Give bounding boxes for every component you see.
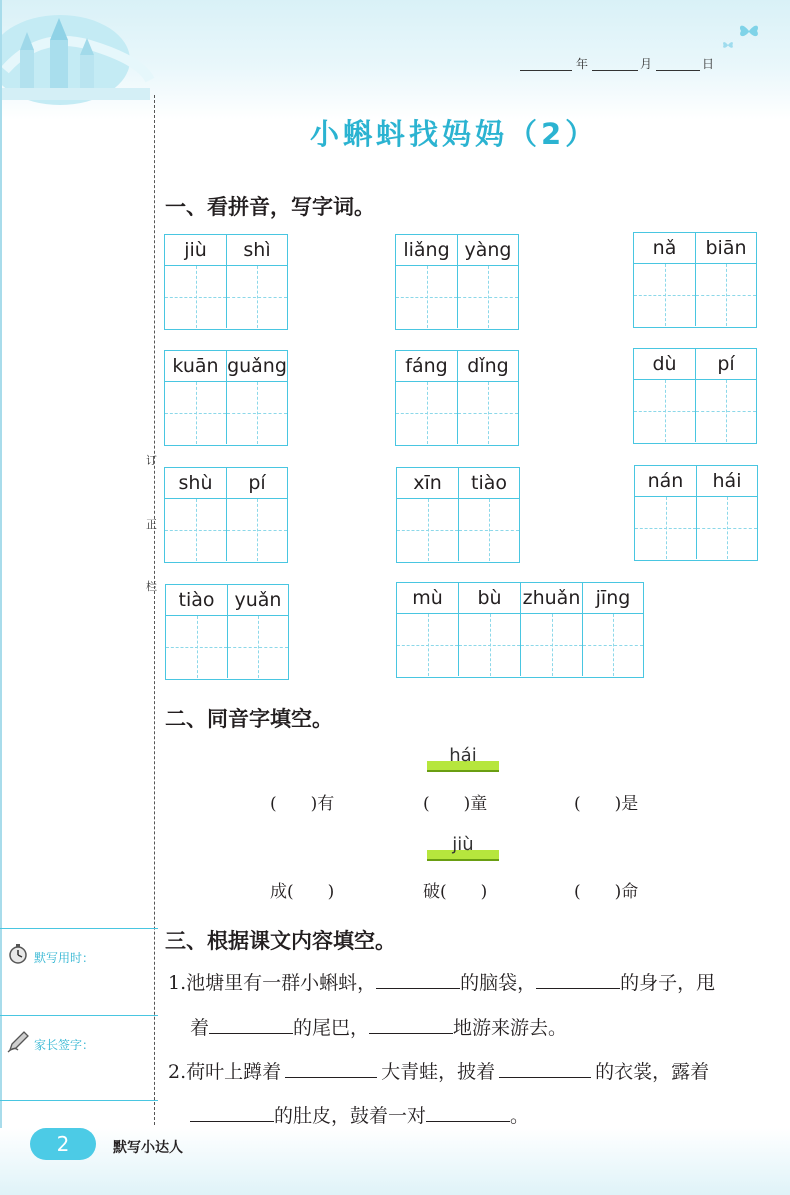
answer-blank[interactable] [190, 1104, 274, 1122]
char-cell [397, 583, 459, 676]
butterfly-icon [738, 22, 760, 40]
char-cell [396, 351, 458, 444]
castle-illustration [0, 0, 160, 110]
question-2-line-1 [168, 1057, 709, 1084]
writing-box[interactable] [396, 266, 457, 328]
day-label: 日 [702, 57, 715, 71]
binding-label: 订 [146, 454, 157, 467]
sidebar-divider [0, 928, 158, 929]
char-cell [583, 583, 643, 676]
homophone-blank[interactable]: ( )有 [270, 794, 335, 814]
month-blank[interactable] [592, 70, 638, 71]
page-number: 2 [30, 1128, 96, 1160]
month-label: 月 [640, 57, 653, 71]
sidebar-divider [0, 1015, 158, 1016]
pinyin-label: pí [227, 468, 287, 499]
pinyin-group [396, 582, 644, 678]
char-cell [228, 585, 288, 678]
pinyin-label: tiào [166, 585, 227, 616]
answer-blank[interactable] [536, 971, 620, 989]
answer-blank[interactable] [499, 1060, 591, 1078]
pinyin-label: shì [227, 235, 287, 266]
char-cell [635, 466, 697, 559]
time-label: 默写用时： [34, 951, 95, 965]
pinyin-label: kuān [165, 351, 226, 382]
pinyin-label: nǎ [634, 233, 695, 264]
sidebar-divider [0, 1100, 158, 1101]
char-cell [458, 351, 518, 444]
section2-heading: 二、同音字填空。 [165, 707, 333, 731]
writing-box[interactable] [458, 266, 518, 328]
pinyin-label: mù [397, 583, 458, 614]
homophone-blank[interactable]: 破( ) [423, 882, 488, 902]
binding-label: 正 [146, 518, 157, 531]
writing-box[interactable] [166, 616, 227, 678]
writing-box[interactable] [165, 266, 226, 328]
answer-blank[interactable] [209, 1016, 293, 1034]
question-text: 地游来游去。 [453, 1017, 568, 1039]
homophone-pinyin [427, 834, 499, 855]
writing-box[interactable] [521, 614, 582, 676]
question-1-line-2 [190, 1013, 567, 1040]
homophone-blank[interactable]: ( )童 [423, 794, 488, 814]
question-1-line-1 [168, 968, 715, 995]
char-cell [697, 466, 757, 559]
stopwatch-icon [6, 942, 30, 966]
pinyin-label: xīn [397, 468, 458, 499]
question-text: 着 [190, 1017, 210, 1039]
char-cell [521, 583, 583, 676]
pinyin-label: tiào [459, 468, 519, 499]
pinyin-label: pí [696, 349, 756, 380]
butterfly-icon [722, 40, 734, 50]
char-cell [696, 349, 756, 442]
question-text: 的肚皮，鼓着一对 [274, 1105, 427, 1127]
writing-box[interactable] [583, 614, 643, 676]
question-text: 的尾巴， [293, 1017, 370, 1039]
char-cell [459, 583, 521, 676]
pinyin-label: biān [696, 233, 756, 264]
pinyin-label: dǐng [458, 351, 518, 382]
pinyin-group [395, 234, 519, 330]
writing-box[interactable] [634, 264, 695, 326]
homophone-blank[interactable]: ( )命 [574, 882, 639, 902]
pinyin-group [165, 584, 289, 680]
char-cell [166, 585, 228, 678]
char-cell [227, 235, 287, 328]
pinyin-label: liǎng [396, 235, 457, 266]
writing-box[interactable] [696, 264, 756, 326]
writing-box[interactable] [458, 382, 518, 444]
question-number: 2. [168, 1061, 187, 1083]
writing-box[interactable] [227, 382, 287, 444]
pinyin-label: zhuǎn [521, 583, 582, 614]
question-2-line-2 [190, 1101, 529, 1128]
pinyin-group [164, 350, 288, 446]
char-cell [696, 233, 756, 326]
section3-heading: 三、根据课文内容填空。 [165, 929, 396, 953]
binding-label: 栏 [146, 580, 157, 593]
pinyin-group [633, 232, 757, 328]
pinyin-label: shù [165, 468, 226, 499]
char-cell [227, 468, 287, 561]
char-cell [227, 351, 287, 444]
char-cell [165, 468, 227, 561]
answer-blank[interactable] [285, 1060, 377, 1078]
homophone-pinyin [427, 745, 499, 766]
char-cell [165, 351, 227, 444]
answer-blank[interactable] [376, 971, 460, 989]
section1-heading: 一、看拼音，写字词。 [165, 195, 375, 219]
pinyin-label: jiù [165, 235, 226, 266]
char-cell [165, 235, 227, 328]
char-cell [634, 233, 696, 326]
question-text: 的脑袋， [460, 972, 537, 994]
char-cell [634, 349, 696, 442]
book-title: 默写小达人 [113, 1140, 183, 1156]
answer-blank[interactable] [369, 1016, 453, 1034]
pinyin-label: yàng [458, 235, 518, 266]
question-text: 的身子，甩 [620, 972, 716, 994]
pinyin-group [395, 350, 519, 446]
char-cell [397, 468, 459, 561]
pinyin-label: nán [635, 466, 696, 497]
writing-box[interactable] [635, 497, 696, 559]
year-blank[interactable] [520, 70, 572, 71]
writing-box[interactable] [634, 380, 695, 442]
question-text: 池塘里有一群小蝌蚪， [186, 972, 377, 994]
pinyin-label: yuǎn [228, 585, 288, 616]
pinyin-group [633, 348, 757, 444]
writing-box[interactable] [396, 382, 457, 444]
writing-box[interactable] [228, 616, 288, 678]
writing-box[interactable] [227, 499, 287, 561]
homophone-blank[interactable]: ( )是 [574, 794, 639, 814]
highlight-underline [427, 859, 499, 861]
pinyin-group [164, 467, 288, 563]
writing-box[interactable] [697, 497, 757, 559]
homophone-pinyin-text: hái [449, 745, 477, 766]
pinyin-group [396, 467, 520, 563]
pinyin-label: dù [634, 349, 695, 380]
pinyin-label: guǎng [227, 351, 287, 382]
writing-box[interactable] [397, 614, 458, 676]
page-title: 小蝌蚪找妈妈（2） [310, 117, 599, 151]
pinyin-label: fáng [396, 351, 457, 382]
homophone-pinyin-text: jiù [452, 834, 474, 855]
char-cell [458, 235, 518, 328]
writing-box[interactable] [397, 499, 458, 561]
question-text: 的衣裳，露着 [595, 1061, 710, 1083]
pinyin-label: bù [459, 583, 520, 614]
writing-box[interactable] [459, 614, 520, 676]
pen-icon [6, 1028, 32, 1054]
answer-blank[interactable] [426, 1104, 510, 1122]
pinyin-group [634, 465, 758, 561]
binding-dashed-line [154, 95, 155, 1125]
signature-label: 家长签字： [34, 1038, 95, 1052]
writing-box[interactable] [165, 382, 226, 444]
year-label: 年 [576, 57, 589, 71]
day-blank[interactable] [656, 70, 700, 71]
pinyin-label: hái [697, 466, 757, 497]
pinyin-group [164, 234, 288, 330]
question-text: 。 [510, 1105, 530, 1127]
char-cell [459, 468, 519, 561]
writing-box[interactable] [459, 499, 519, 561]
homophone-blank[interactable]: 成( ) [270, 882, 335, 902]
pinyin-label: jīng [583, 583, 643, 614]
char-cell [396, 235, 458, 328]
question-text: 荷叶上蹲着 [186, 1061, 282, 1083]
highlight-underline [427, 770, 499, 772]
question-number: 1. [168, 972, 187, 994]
writing-box[interactable] [227, 266, 287, 328]
date-fields [520, 54, 720, 74]
question-text: 大青蛙，披着 [381, 1061, 496, 1083]
writing-box[interactable] [696, 380, 756, 442]
writing-box[interactable] [165, 499, 226, 561]
